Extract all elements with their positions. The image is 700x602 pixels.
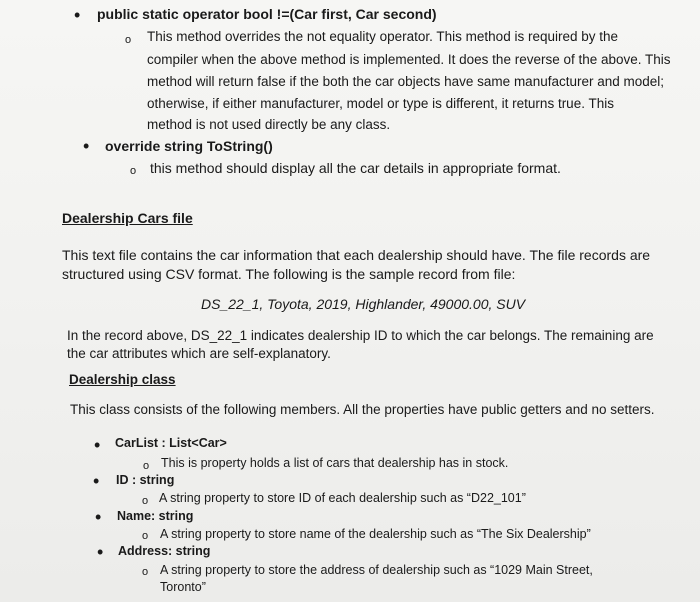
member-desc: This is property holds a list of cars that dealership has in stock. xyxy=(161,456,509,470)
member-name: Address: string xyxy=(118,544,211,558)
class-intro: This class consists of the following members. All the properties have public getters and no setters. xyxy=(70,402,655,417)
sub-bullet-icon: o xyxy=(143,460,150,472)
paragraph-line: structured using CSV format. The following is the sample record from file: xyxy=(62,266,516,282)
sub-bullet-icon: o xyxy=(125,34,132,46)
member-name: ID : string xyxy=(116,473,175,487)
method-desc-line: otherwise, if either manufacturer, model or type is different, it returns true. This xyxy=(147,96,614,111)
member-desc: A string property to store the address of dealership such as “1029 Main Street, xyxy=(160,563,593,577)
method-desc-tostring: this method should display all the car details in appropriate format. xyxy=(150,160,561,176)
bullet-icon: • xyxy=(95,507,102,527)
sub-bullet-icon: o xyxy=(142,530,149,542)
method-desc-line: method will return false if the both the car objects have same manufacturer and model; xyxy=(147,74,665,89)
sample-record: DS_22_1, Toyota, 2019, Highlander, 49000.00, SUV xyxy=(201,296,526,312)
bullet-icon: • xyxy=(97,542,104,562)
bullet-icon: • xyxy=(94,435,101,455)
paragraph-line: This text file contains the car information that each dealership should have. The file records are xyxy=(62,247,651,263)
method-desc-line: compiler when the above method is implemented. It does the reverse of the above. This xyxy=(147,52,671,67)
bullet-icon: • xyxy=(93,471,100,491)
member-name: CarList : List<Car> xyxy=(115,436,227,450)
sub-bullet-icon: o xyxy=(142,495,149,507)
bullet-icon: • xyxy=(74,5,81,25)
bullet-icon: • xyxy=(83,136,90,156)
sub-bullet-icon: o xyxy=(142,566,149,578)
section-heading-dealership-class: Dealership class xyxy=(69,372,176,387)
method-title-tostring: override string ToString() xyxy=(105,138,273,154)
sub-bullet-icon: o xyxy=(130,165,137,177)
method-desc-line: This method overrides the not equality operator. This method is required by the xyxy=(147,29,619,44)
paragraph-line: In the record above, DS_22_1 indicates dealership ID to which the car belongs. The remaining are xyxy=(67,328,654,343)
member-desc: A string property to store name of the dealership such as “The Six Dealership” xyxy=(160,527,591,541)
method-desc-line: method is not used directly be any class. xyxy=(147,117,391,132)
paragraph-line: the car attributes which are self-explanatory. xyxy=(67,346,331,361)
section-heading-cars-file: Dealership Cars file xyxy=(62,210,193,226)
member-desc: Toronto” xyxy=(160,580,206,594)
method-title-not-equal: public static operator bool !=(Car first, Car second) xyxy=(97,6,437,22)
member-name: Name: string xyxy=(117,509,194,523)
member-desc: A string property to store ID of each dealership such as “D22_101” xyxy=(159,491,526,505)
